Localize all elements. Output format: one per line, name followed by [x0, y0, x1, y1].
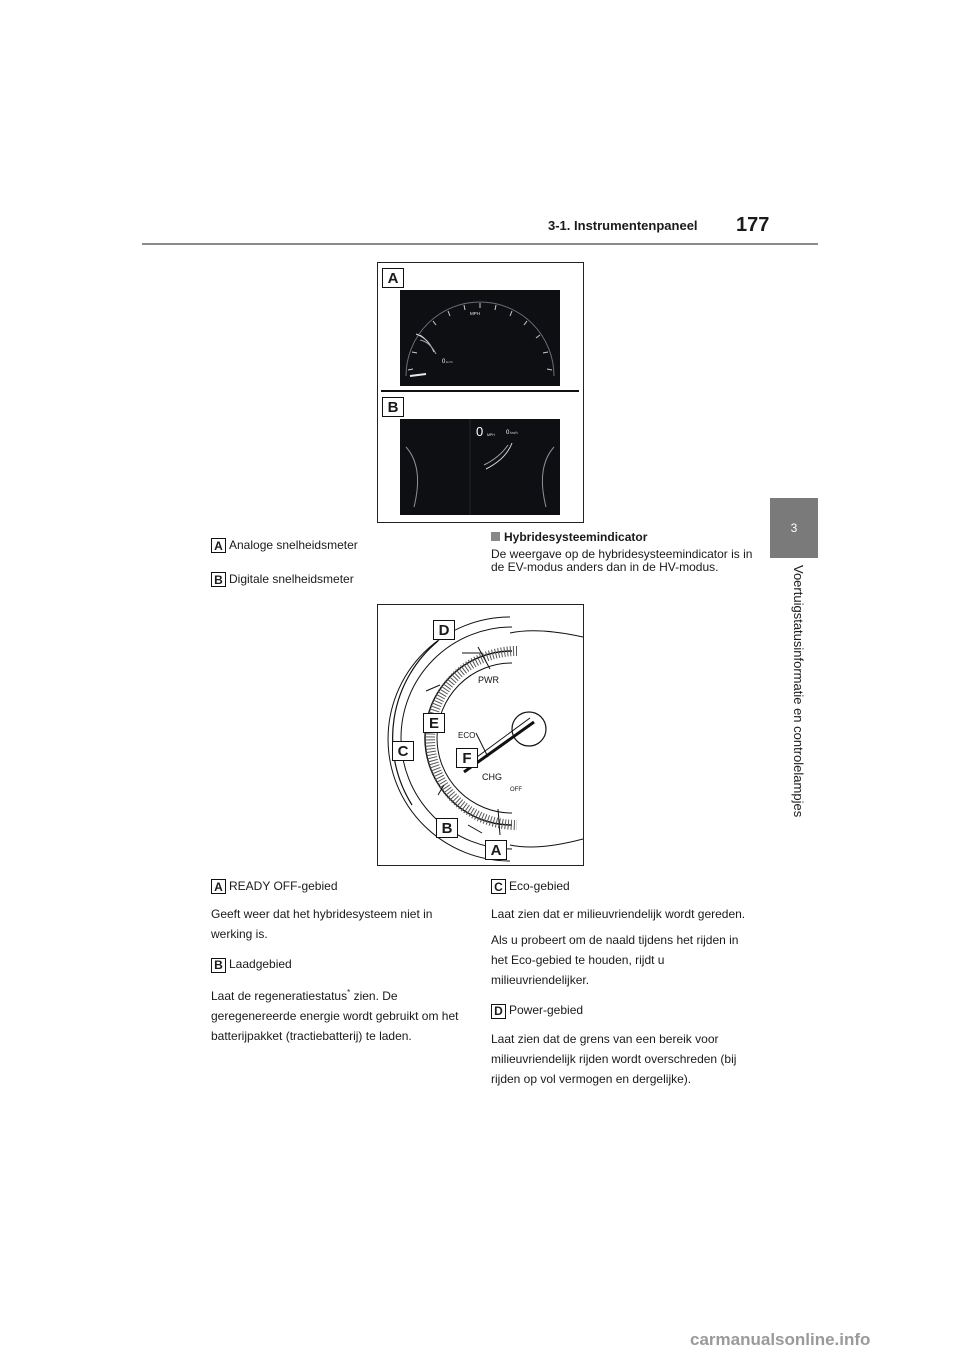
digital-kmh-value: 0: [506, 430, 510, 436]
eco-text: Laat zien dat er milieuvriendelijk wordt gereden.: [491, 907, 746, 922]
eco-title: Eco-gebied: [509, 879, 570, 893]
eco-section: [491, 878, 753, 1089]
watermark: carmanualsonline.info: [690, 1330, 871, 1349]
hybrid-indicator-graphic: [378, 605, 583, 865]
hybrid-heading: [491, 530, 647, 544]
hybrid-indicator-figure: [377, 604, 584, 866]
eco-badge: C: [491, 879, 506, 894]
legend-badge-b: B: [211, 572, 226, 587]
eco-zone-label: ECO: [458, 731, 476, 740]
charge-heading: [211, 956, 471, 972]
eco-text-2: Als u probeert om de naald tijdens het rijden in het Eco-gebied te houden, rijdt u milieuvriendelijker.: [491, 933, 739, 988]
figure2-label-e: E: [423, 713, 445, 733]
figure-label-b: B: [382, 397, 404, 417]
figure2-label-f: F: [456, 748, 478, 768]
legend-analog: [211, 537, 358, 553]
charge-text: [211, 983, 471, 1046]
eco-heading: [491, 878, 753, 894]
ready-off-section: [211, 878, 471, 1046]
chg-zone-label: CHG: [482, 772, 502, 782]
speedometer-figure: [377, 262, 584, 523]
digital-speed-value: 0: [476, 424, 484, 439]
page-number: 177: [736, 214, 770, 236]
hybrid-description: De weergave op de hybridesysteemindicator is in de EV-modus anders dan in de HV-modus.: [491, 547, 753, 574]
chapter-side-title: [792, 565, 808, 825]
section-heading: 3-1. Instrumentenpaneel: [548, 218, 698, 233]
digital-kmh-unit: km/h: [510, 431, 518, 435]
legend-digital-text: Digitale snelheidsmeter: [229, 572, 354, 586]
charge-footnote-mark: *: [347, 987, 351, 997]
charge-text-part2: zien. De geregenereerde energie wordt gebruikt om het batterijpakket (tractiebatterij) te laden.: [211, 988, 459, 1043]
gauge-unit-text: MPH: [470, 311, 480, 316]
power-text: Laat zien dat de grens van een bereik voor milieuvriendelijk rijden wordt overschreden (bij rijden op vol vermogen en dergelijke).: [491, 1031, 737, 1086]
digital-speed-unit: MPH: [487, 433, 495, 437]
analog-gauge-graphic: [400, 290, 560, 386]
section-square-icon: [491, 532, 500, 541]
legend-analog-text: Analoge snelheidsmeter: [229, 538, 358, 552]
chapter-tab: [770, 498, 818, 558]
ready-off-badge: A: [211, 879, 226, 894]
charge-badge: B: [211, 958, 226, 973]
figure-label-a: A: [382, 268, 404, 288]
ready-off-title: READY OFF-gebied: [229, 879, 338, 893]
legend-badge-a: A: [211, 538, 226, 553]
chapter-title-text: Voertuigstatusinformatie en controlelampjes: [791, 565, 806, 818]
power-heading: [491, 1002, 753, 1018]
off-zone-label: OFF: [510, 787, 522, 793]
gauge-kmh-text: km/h: [446, 360, 453, 364]
analog-speedometer-screen: [400, 290, 560, 386]
figure2-label-a: A: [485, 840, 507, 860]
figure2-label-b: B: [436, 818, 458, 838]
ready-off-heading: [211, 878, 471, 894]
charge-title: Laadgebied: [229, 957, 292, 972]
chapter-number: 3: [790, 521, 798, 535]
gauge-zero-text: 0: [442, 359, 446, 365]
digital-speedometer-screen: [400, 419, 560, 515]
pwr-zone-label: PWR: [478, 675, 499, 685]
legend-digital: [211, 571, 354, 587]
ready-off-text: Geeft weer dat het hybridesysteem niet in werking is.: [211, 907, 433, 942]
digital-gauge-graphic: [400, 419, 560, 515]
power-badge: D: [491, 1004, 506, 1019]
hybrid-heading-text: Hybridesysteemindicator: [504, 530, 648, 544]
figure2-label-c: C: [392, 741, 414, 761]
power-title: Power-gebied: [509, 1003, 584, 1018]
charge-text-part1: Laat de regeneratiestatus: [211, 988, 348, 1003]
figure-divider: [381, 390, 579, 392]
figure2-label-d: D: [433, 620, 455, 640]
header-divider: [142, 243, 818, 245]
